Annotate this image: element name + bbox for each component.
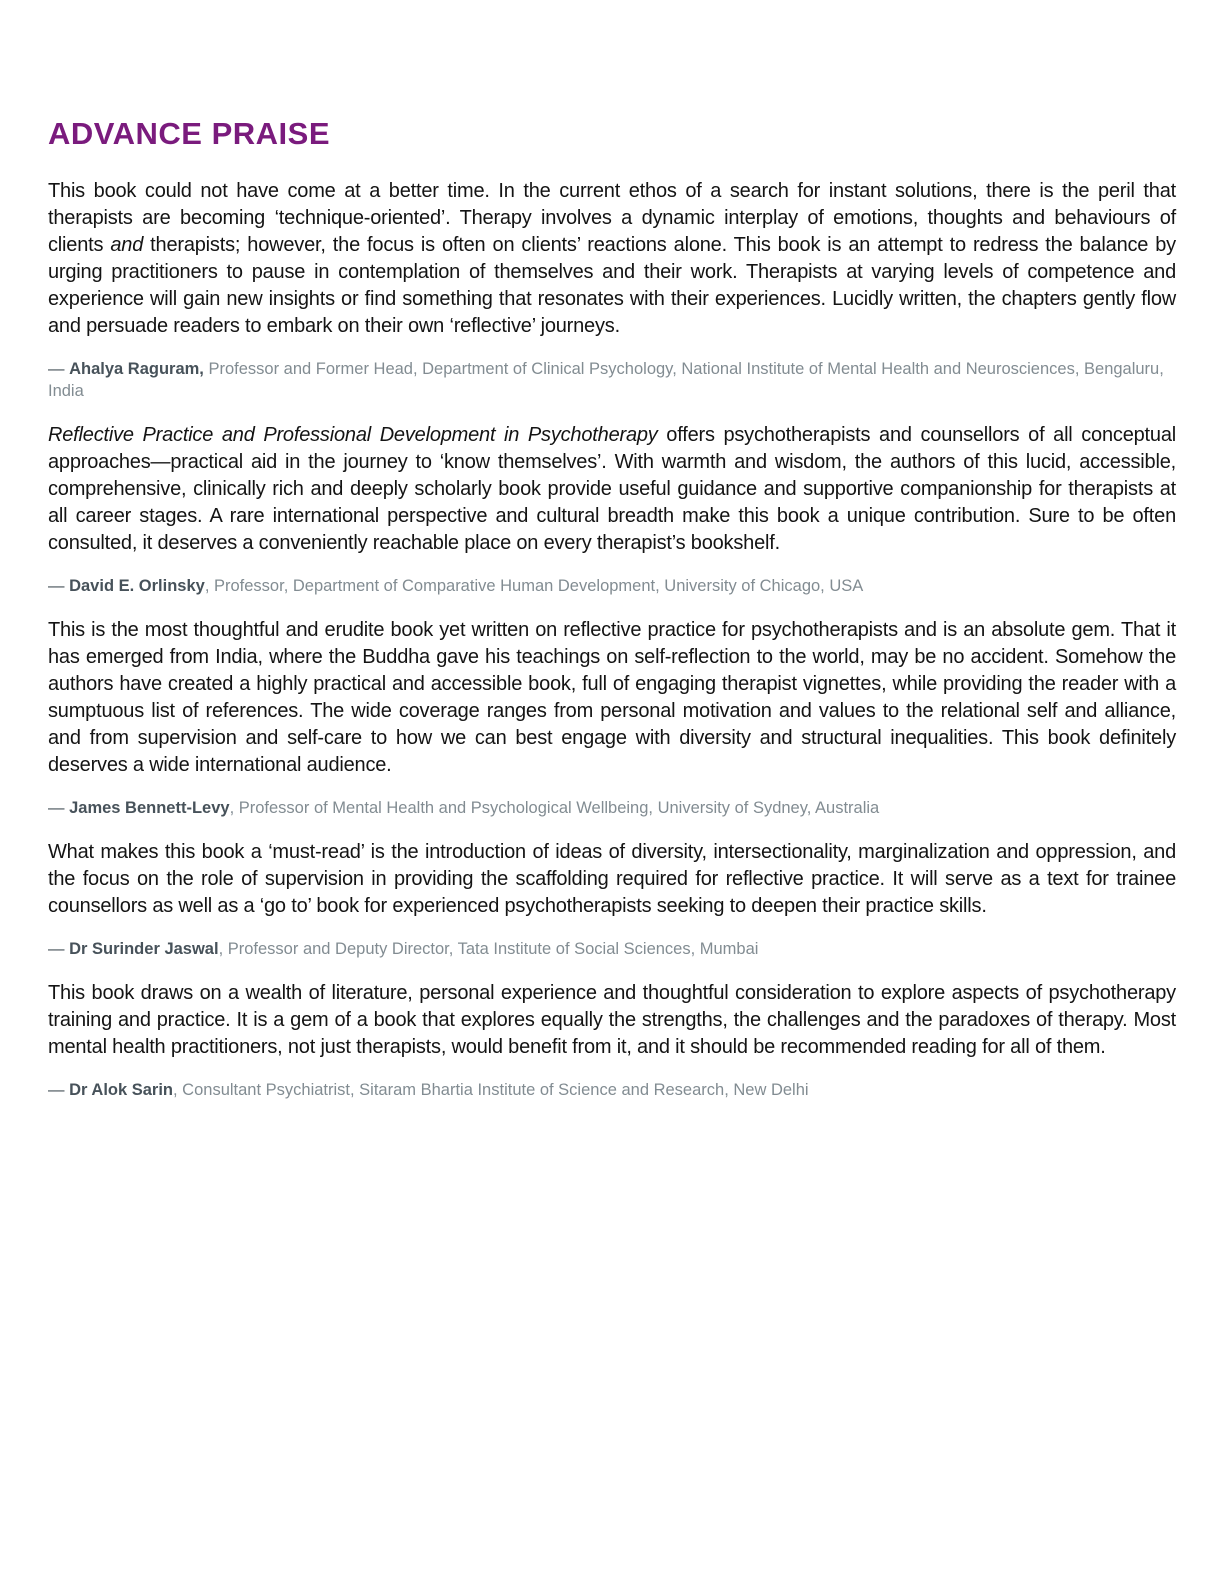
testimonial-quote	[48, 839, 1176, 920]
attribution-dash: —	[48, 360, 70, 378]
attribution-name: Dr Surinder Jaswal	[69, 940, 219, 958]
quote-segment: What makes this book a ‘must-read’ is the introduction of ideas of diversity, intersectionality, marginalization and oppression, and the focus on the role of supervision in providing the scaffolding required for reflective practice. It will serve as a text for trainee counsellors as well as a ‘go to’ book for experienced psychotherapists seeking to deepen their practice skills.	[48, 841, 1176, 917]
testimonial-quote	[48, 178, 1176, 340]
attribution-name: Ahalya Raguram,	[69, 360, 204, 378]
attribution-detail: , Professor and Deputy Director, Tata Institute of Social Sciences, Mumbai	[218, 940, 759, 958]
quote-segment: therapists; however, the focus is often on clients’ reactions alone. This book is an attempt to redress the balance by urging practitioners to pause in contemplation of themselves and their work. Therapists at varying levels of competence and experience will gain new insights or find something that resonates with their experiences. Lucidly written, the chapters gently flow and persuade readers to embark on their own ‘reflective’ journeys.	[48, 234, 1176, 337]
attribution-name: James Bennett-Levy	[69, 799, 230, 817]
attribution-dash: —	[48, 940, 70, 958]
quote-segment: This book draws on a wealth of literature, personal experience and thoughtful consideration to explore aspects of psychotherapy training and practice. It is a gem of a book that explores equally the strengths, the challenges and the paradoxes of therapy. Most mental health practitioners, not just therapists, would benefit from it, and it should be recommended reading for all of them.	[48, 982, 1176, 1058]
attribution-name: David E. Orlinsky	[69, 577, 205, 595]
testimonial-attribution	[48, 797, 1176, 819]
attribution-detail: , Professor, Department of Comparative Human Development, University of Chicago, USA	[204, 577, 864, 595]
quote-segment: This is the most thoughtful and erudite book yet written on reflective practice for psychotherapists and is an absolute gem. That it has emerged from India, where the Buddha gave his teachings on self-reflection to the world, may be no accident. Somehow the authors have created a highly practical and accessible book, full of engaging therapist vignettes, while providing the reader with a sumptuous list of references. The wide coverage ranges from personal motivation and values to the relational self and alliance, and from supervision and self-care to how we can best engage with diversity and structural inequalities. This book definitely deserves a wide international audience.	[48, 619, 1176, 776]
testimonial-attribution	[48, 1079, 1176, 1101]
attribution-dash: —	[48, 577, 70, 595]
testimonial-attribution	[48, 358, 1176, 402]
attribution-detail: Professor and Former Head, Department of Clinical Psychology, National Institute of Mental Health and Neurosciences, Bengaluru, India	[48, 360, 1164, 400]
attribution-name: Dr Alok Sarin	[69, 1081, 174, 1099]
testimonial-attribution	[48, 575, 1176, 597]
quote-segment: This book could not have come at a better time. In the current ethos of a search for instant solutions, there is the peril that therapists are becoming ‘technique-oriented’. Therapy involves a dynamic interplay of emotions, thoughts and behaviours of clients	[48, 180, 1176, 256]
testimonial-quote	[48, 617, 1176, 779]
attribution-dash: —	[48, 799, 70, 817]
quote-segment: offers psychotherapists and counsellors of all conceptual approaches—practical aid in the journey to ‘know themselves’. With warmth and wisdom, the authors of this lucid, accessible, comprehensive, clinically rich and deeply scholarly book provide useful guidance and supportive companionship for therapists at all career stages. A rare international perspective and cultural breadth make this book a unique contribution. Sure to be often consulted, it deserves a conveniently reachable place on every therapist’s bookshelf.	[48, 424, 1176, 554]
testimonial-quote	[48, 422, 1176, 557]
quote-segment-italic: and	[110, 234, 144, 256]
attribution-detail: , Professor of Mental Health and Psychological Wellbeing, University of Sydney, Australia	[229, 799, 880, 817]
attribution-dash: —	[48, 1081, 70, 1099]
page-title: ADVANCE PRAISE	[48, 116, 331, 151]
testimonial-quote	[48, 980, 1176, 1061]
attribution-detail: , Consultant Psychiatrist, Sitaram Bhartia Institute of Science and Research, New Delhi	[173, 1081, 809, 1099]
quote-segment-book-title: Reflective Practice and Professional Development in Psychotherapy	[48, 424, 658, 446]
testimonial-attribution	[48, 938, 1176, 960]
